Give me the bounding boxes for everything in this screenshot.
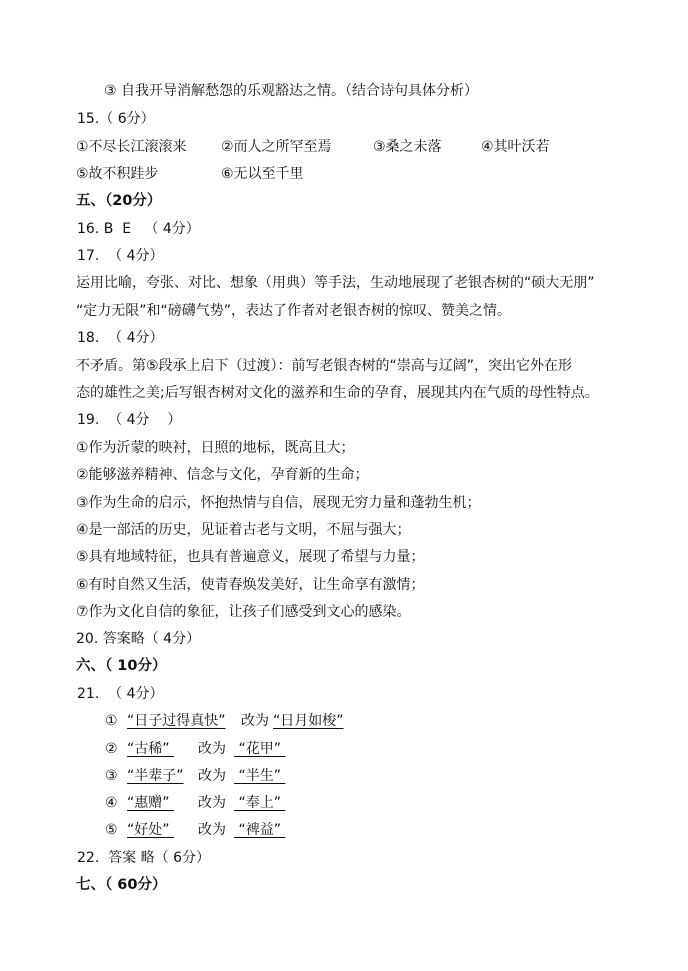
- q21-original-phrase: “日子过得真快”: [127, 713, 226, 729]
- section-6-heading: 六、（ 10分）: [76, 658, 167, 674]
- q19-point-3: ③作为生命的启示，怀抱热情与自信，展现无穷力量和蓬勃生机；: [76, 495, 481, 511]
- q19-point-1: ①作为沂蒙的映衬，日照的地标，既高且大；: [76, 440, 355, 456]
- q21-replacement-phrase: “奉上”: [234, 795, 286, 811]
- q17-answer-line-1: 运用比喻，夸张、对比、想象（用典）等手法，生动地展现了老银杏树的“硕大无朋”: [76, 275, 595, 291]
- q21-original-phrase: “惠赠”: [127, 795, 174, 811]
- q21-change-to-label: 改为: [198, 795, 226, 811]
- q21-change-to-label: 改为: [198, 768, 226, 784]
- q21-change-to-label: 改为: [241, 713, 269, 729]
- q21-replacement-phrase: “花甲”: [234, 741, 286, 757]
- q21-item-number: ①: [105, 713, 118, 729]
- q21-original-phrase: “半辈子”: [127, 768, 184, 784]
- q21-change-to-label: 改为: [198, 741, 226, 757]
- q18-header: 18. （ 4分）: [77, 330, 164, 346]
- q19-point-5: ⑤具有地域特征，也具有普遍意义，展现了希望与力量；: [76, 549, 425, 565]
- q21-item: [105, 820, 525, 940]
- q15-item-4: ④其叶沃若: [481, 139, 550, 155]
- q14-point-3: ③ 自我开导消解愁怨的乐观豁达之情。（结合诗句具体分析）: [104, 83, 478, 99]
- q15-item-2: ②而人之所罕至焉: [221, 139, 332, 155]
- section-7-heading: 七、（ 60分）: [76, 877, 167, 893]
- q19-point-4: ④是一部活的历史，见证着古老与文明，不屈与强大；: [76, 522, 411, 538]
- q21-replacement-phrase: “裨益”: [234, 822, 286, 838]
- q21-item-number: ②: [105, 741, 118, 757]
- q15-item-3: ③桑之未落: [373, 139, 442, 155]
- q21-item-number: ③: [105, 768, 118, 784]
- q21-original-phrase: “好处”: [127, 822, 174, 838]
- section-5-heading: 五、（20分）: [76, 193, 162, 209]
- q19-point-2: ②能够滋养精神、信念与文化，孕育新的生命；: [76, 467, 369, 483]
- q17-header: 17. （ 4分）: [77, 248, 164, 264]
- q21-item-number: ④: [105, 795, 118, 811]
- q21-change-to-label: 改为: [198, 822, 226, 838]
- q16-answer: 16. B E （ 4分）: [77, 221, 200, 237]
- q20-answer: 20. 答案略（ 4分）: [76, 631, 201, 647]
- q17-answer-line-2: “定力无限”和“磅礴气势”，表达了作者对老银杏树的惊叹、赞美之情。: [76, 303, 512, 319]
- q21-original-phrase: “古稀”: [127, 741, 174, 757]
- q19-point-7: ⑦作为文化自信的象征，让孩子们感受到文心的感染。: [76, 604, 411, 620]
- q19-header: 19. （ 4分 ）: [77, 412, 182, 428]
- q21-replacement-phrase: “日月如梭”: [273, 713, 344, 729]
- q22-answer: 22. 答案 略（ 6分）: [77, 850, 210, 866]
- q19-point-6: ⑥有时自然又生活，使青春焕发美好，让生命享有激情；: [76, 577, 425, 593]
- q15-item-5: ⑤故不积跬步: [76, 166, 159, 182]
- q18-answer-line-1: 不矛盾。第⑤段承上启下（过渡）：前写老银杏树的“崇高与辽阔”，突出它外在形: [76, 358, 573, 374]
- q21-replacement-phrase: “半生”: [234, 768, 286, 784]
- q21-item-number: ⑤: [105, 822, 118, 838]
- q15-item-6: ⑥无以至千里: [221, 166, 304, 182]
- q15-item-1: ①不尽长江滚滚来: [76, 139, 187, 155]
- q21-header: 21. （ 4分）: [77, 686, 164, 702]
- q18-answer-line-2: 态的雄性之美;后写银杏树对文化的滋养和生命的孕育，展现其内在气质的母性特点。: [76, 385, 599, 401]
- q15-header: 15.（ 6分）: [77, 111, 155, 127]
